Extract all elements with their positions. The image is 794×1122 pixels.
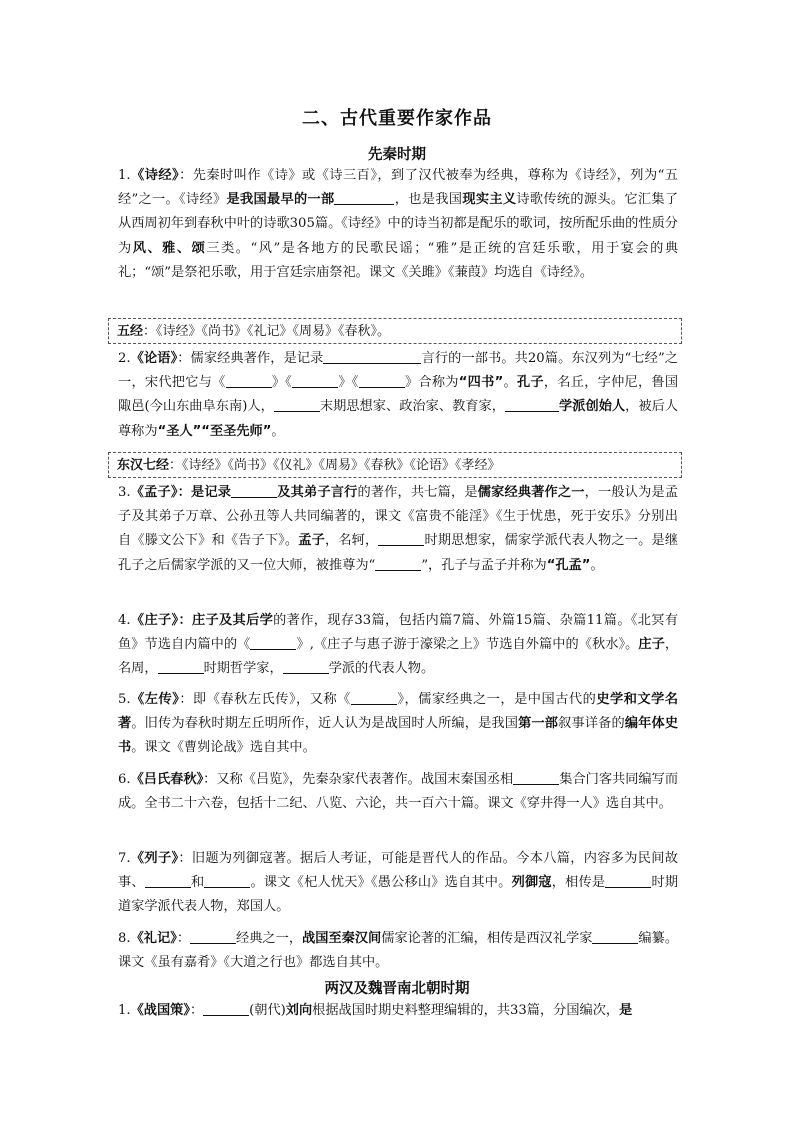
entry-text: 时期道家学派代表人物，郑国人。 [118, 875, 679, 915]
bold-text: 孔子 [516, 375, 544, 391]
fill-blank[interactable] [158, 659, 204, 674]
entry-text: ：即《春秋左氏传》，又称《 [179, 692, 351, 707]
entry-text: 的著作，现存33篇，包括内篇7篇、外篇15篇、杂篇11篇。《北冥有鱼》节选自内篇中的《 [118, 613, 679, 653]
bold-text: 孟子 [298, 533, 325, 549]
fill-blank[interactable] [292, 373, 338, 388]
entry-number: 5. [118, 692, 131, 707]
entry-text: 。 [271, 423, 285, 439]
entry-number: 7. [118, 851, 131, 866]
entry-zuozhuan [118, 688, 678, 761]
fill-blank[interactable] [351, 690, 397, 705]
entry-number: 1. [118, 1003, 131, 1018]
entry-text: 。 [503, 375, 517, 391]
fill-blank[interactable] [334, 190, 394, 205]
entry-text: 言行的一部书。共20篇。东汉列为“七经”之一，宋代把它与《 [118, 351, 678, 391]
entry-text: ，名轲， [324, 533, 379, 549]
entry-number: 3. [118, 485, 131, 500]
entry-zhuangzi [118, 609, 678, 682]
fill-blank[interactable] [283, 659, 329, 674]
entry-text: 》,《庄子与惠子游于濠梁之上》节选自外篇中的《秋水》。 [296, 637, 639, 653]
entry-text: 》《 [338, 375, 359, 391]
bold-text: 是 [619, 1003, 633, 1018]
bold-text: “圣人”“至圣先师” [157, 423, 272, 439]
bold-text: 编年体史书 [118, 716, 679, 756]
fill-blank[interactable] [250, 635, 296, 650]
entry-text: ，名周， [118, 637, 679, 677]
note-label: 五经 [117, 324, 144, 339]
bold-text: ：庄子及其后学 [178, 613, 274, 628]
bold-text: 庄子 [638, 637, 665, 653]
bold-text: ：是记录 [177, 485, 232, 500]
entry-mengzi [118, 481, 678, 578]
entry-lushichunqiu [118, 768, 678, 816]
entry-lunyu [118, 347, 678, 444]
bold-text: 现实主义 [462, 192, 517, 208]
entry-text: 的著作，共七篇，是 [357, 485, 478, 500]
entry-text: 。课文《杞人忧天》《愚公移山》选自其中。 [250, 875, 512, 891]
work-title: 《左传》 [130, 692, 180, 707]
entry-number: 1. [118, 168, 131, 183]
entry-text: ：又称《吕览》，先秦杂家代表著作。战国末秦国丞相 [203, 772, 514, 787]
entry-number: 6. [118, 772, 131, 787]
fill-blank[interactable] [378, 531, 424, 546]
work-title: 《吕氏春秋》 [130, 772, 204, 787]
work-title: 《列子》 [130, 851, 179, 866]
entry-number: 2. [118, 351, 131, 366]
entry-text: ，一般认为是孟子及其弟子万章、公孙丑等人共同编著的，课文《富贵不能淫》《生于忧患，死于安乐》分别出自《滕文公下》和《告子下》。 [118, 485, 679, 549]
page-title: 二、古代重要作家作品 [302, 108, 492, 129]
entry-text: ：儒家经典著作，是记录 [177, 351, 324, 366]
entry-shijing [118, 164, 678, 285]
work-title: 《庄子》 [130, 613, 179, 628]
entry-text: ：旧题为列御寇著。据后人考证，可能是晋代人的作品。今本八篇，内容多为民间故事、 [118, 851, 678, 891]
entry-text: 时期思想家，儒家学派代表人物之一。是继孔子之后儒家学派的又一位大师，被推尊为“ [118, 533, 679, 573]
fill-blank[interactable] [231, 483, 277, 498]
entry-text: 三类。“风”是各地方的民歌民谣；“雅”是正统的宫廷乐歌，用于宴会的典礼；“颂”是祭祀乐歌，用于宫廷宗庙祭祀。课文《关雎》《蒹葭》均选自《诗经》。 [118, 240, 679, 280]
entry-text: 和 [190, 875, 205, 891]
entry-text: (朝代) [249, 1003, 286, 1018]
bold-text: 刘向 [285, 1003, 313, 1018]
note-text: ：《诗经》《尚书》《仪礼》《周易》《春秋》《论语》《孝经》 [169, 458, 501, 473]
entry-text: ，相传是 [551, 875, 606, 891]
entry-zhanguoce [118, 999, 678, 1023]
entry-text: 末期思想家、政治家、教育家， [319, 399, 505, 415]
fill-blank[interactable] [203, 1001, 249, 1016]
entry-number: 4. [118, 613, 131, 628]
entry-text: ：先秦时叫作《诗》或《诗三百》，到了汉代被奉为经典，尊称为《诗经》，列为“五经”之一。《诗经》 [118, 168, 678, 208]
fill-blank[interactable] [323, 349, 421, 364]
fill-blank[interactable] [605, 873, 651, 888]
fill-blank[interactable] [190, 929, 236, 944]
entry-text: ： [176, 931, 191, 946]
entry-text: 诗歌传统的源头。它汇集了从西周初年到春秋中叶的诗歌305篇。《诗经》中的诗当初都是配乐的歌词，按所配乐曲的性质分为 [118, 192, 679, 256]
fill-blank[interactable] [513, 770, 559, 785]
entry-liezi [118, 847, 678, 920]
bold-text: 学派创始人 [559, 399, 626, 415]
entry-text: 》合称为 [404, 375, 459, 391]
work-title: 《论语》 [130, 351, 178, 366]
bold-text: 战国至秦汉间 [302, 931, 382, 946]
work-title: 《诗经》 [130, 168, 180, 183]
entry-text: ： [189, 1003, 204, 1018]
entry-text: 》，儒家经典之一，是中国古代的 [396, 692, 597, 707]
entry-text: 根据战国时期史料整理编辑的，共33篇，分国编次， [312, 1003, 620, 1018]
section-heading-han-wei: 两汉及魏晋南北朝时期 [324, 981, 470, 997]
entry-text: 叙事详备的 [558, 716, 625, 732]
entry-text: ，也是我国 [394, 192, 463, 208]
entry-text: 。课文《曹刿论战》选自其中。 [131, 740, 316, 756]
fill-blank[interactable] [274, 397, 320, 412]
entry-text: 。旧传为春秋时期左丘明所作，近人认为是战国时人所编，是我国 [131, 716, 519, 732]
note-label: 东汉七经 [117, 458, 170, 473]
entry-number: 8. [118, 931, 131, 946]
section-heading-pre-qin: 先秦时期 [368, 147, 426, 163]
bold-text: 列御寇 [511, 875, 552, 891]
work-title: 《孟子》 [130, 485, 178, 500]
bold-text: 风、雅、颂 [132, 240, 207, 256]
entry-text: 学派的代表人物。 [328, 661, 435, 677]
fill-blank[interactable] [145, 873, 191, 888]
work-title: 《礼记》 [130, 931, 177, 946]
entry-text: 集合门客共同编写而成。全书二十六卷，包括十二纪、八览、六论，共一百六十篇。课文《穿井得一人》选自其中。 [118, 772, 679, 812]
bold-text: “四书” [458, 375, 504, 391]
work-title: 《战国策》 [130, 1003, 190, 1018]
fill-blank[interactable] [359, 373, 405, 388]
bold-text: 史学和文学名著 [118, 692, 679, 732]
note-box-five-classics [108, 318, 682, 344]
entry-text: 编纂。课文《虽有嘉肴》《大道之行也》都选自其中。 [118, 931, 679, 971]
note-text: ：《诗经》《尚书》《礼记》《周易》《春秋》。 [143, 324, 391, 339]
entry-text: 经典之一， [236, 931, 303, 946]
bold-text: 及其弟子言行 [277, 485, 358, 500]
entry-text: 儒家论著的汇编，相传是西汉礼学家 [381, 931, 593, 946]
fill-blank[interactable] [505, 397, 559, 412]
entry-text: ，被后人尊称为 [118, 399, 679, 439]
bold-text: 是我国最早的一部 [226, 192, 335, 208]
entry-text: 。 [590, 557, 604, 573]
bold-text: 儒家经典著作之一 [477, 485, 585, 500]
bold-text: “孔孟” [546, 557, 591, 573]
fill-blank[interactable] [204, 873, 250, 888]
entry-text: ”，孔子与孟子并称为 [421, 557, 547, 573]
fill-blank[interactable] [592, 929, 638, 944]
entry-text: 时期哲学家， [203, 661, 283, 677]
entry-text: 》《 [271, 375, 293, 391]
fill-blank[interactable] [226, 373, 272, 388]
fill-blank[interactable] [375, 556, 421, 571]
note-box-seven-classics [108, 452, 682, 478]
bold-text: 第一部 [518, 716, 559, 732]
entry-text: ，名丘，字仲尼，鲁国陬邑(今山东曲阜东南)人， [118, 375, 679, 415]
entry-liji [118, 927, 678, 975]
